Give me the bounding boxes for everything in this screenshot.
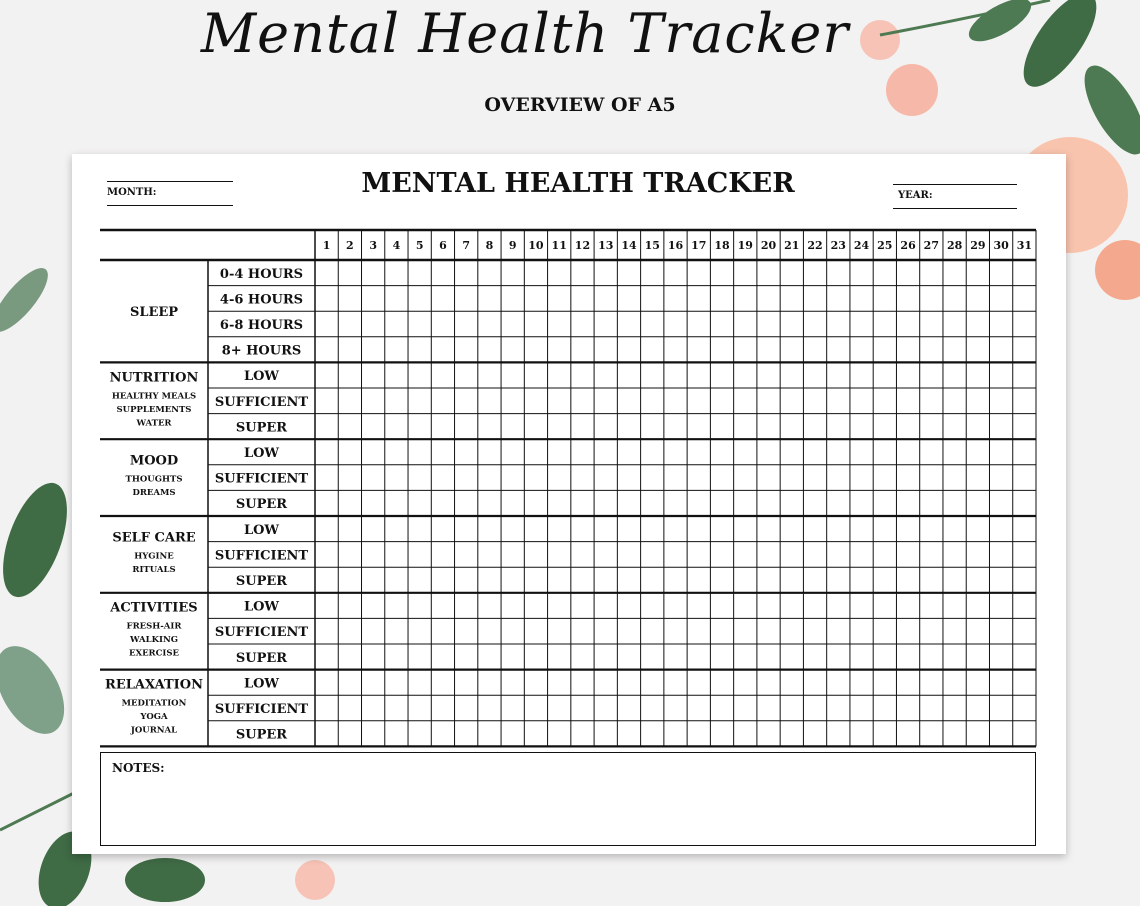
day-number: 11	[551, 239, 567, 252]
day-number: 29	[970, 239, 986, 252]
row-label: LOW	[243, 599, 280, 615]
row-label: LOW	[243, 369, 280, 385]
row-label: 8+ HOURS	[221, 343, 302, 359]
section-subitem: WATER	[136, 418, 172, 429]
day-number: 2	[346, 239, 354, 252]
day-number: 14	[621, 239, 637, 252]
row-label: SUFFICIENT	[214, 471, 309, 487]
day-number: 24	[853, 239, 870, 252]
year-label: YEAR:	[898, 190, 933, 201]
row-label: SUPER	[235, 420, 288, 436]
section-title: SLEEP	[129, 305, 179, 321]
row-label: SUPER	[235, 497, 288, 513]
day-number: 27	[923, 239, 939, 252]
section-subitem: WALKING	[130, 635, 178, 646]
section-title: SELF CARE	[112, 530, 196, 546]
day-number: 25	[877, 239, 893, 252]
section-subitem: HEALTHY MEALS	[111, 391, 197, 402]
subtitle: OVERVIEW OF A5	[484, 94, 676, 116]
row-label: SUFFICIENT	[214, 625, 309, 641]
tracker-sheet	[72, 154, 1066, 854]
tracker-grid	[72, 154, 1066, 754]
day-number: 22	[807, 239, 823, 252]
row-label: 6-8 HOURS	[219, 318, 304, 333]
day-number: 23	[830, 239, 846, 252]
section-subitem: HYGINE	[134, 551, 174, 562]
day-number: 3	[369, 239, 377, 252]
row-label: SUPER	[235, 574, 288, 589]
day-number: 8	[485, 239, 494, 252]
row-label: LOW	[243, 446, 280, 461]
day-number: 5	[415, 239, 424, 252]
section-subitem: DREAMS	[132, 488, 176, 499]
row-label: SUPER	[235, 727, 288, 743]
day-number: 6	[439, 239, 447, 252]
day-number: 21	[784, 239, 800, 252]
day-number: 9	[508, 239, 517, 252]
section-subitem: SUPPLEMENTS	[116, 404, 192, 415]
day-number: 28	[946, 239, 963, 252]
day-number: 12	[574, 239, 591, 252]
day-number: 13	[598, 239, 614, 252]
day-number: 30	[993, 239, 1009, 252]
section-subitem: THOUGHTS	[125, 474, 183, 485]
section-title: ACTIVITIES	[110, 600, 198, 616]
section-title: NUTRITION	[109, 370, 199, 386]
section-subitem: YOGA	[140, 712, 168, 722]
row-label: SUFFICIENT	[214, 394, 309, 410]
row-label: 4-6 HOURS	[219, 292, 304, 308]
day-number: 1	[322, 239, 331, 252]
day-number: 19	[737, 239, 753, 252]
section-subitem: MEDITATION	[121, 698, 187, 709]
section-subitem: FRESH-AIR	[126, 621, 182, 632]
notes-label: NOTES:	[112, 761, 165, 775]
day-number: 7	[462, 239, 471, 252]
section-title: MOOD	[129, 453, 179, 469]
day-number: 18	[714, 239, 730, 252]
day-number: 26	[900, 239, 916, 252]
notes-box[interactable]	[100, 752, 1036, 846]
script-title: Mental Health Tracker	[200, 2, 850, 65]
row-label: 0-4 HOURS	[219, 266, 304, 282]
section-title: RELAXATION	[105, 677, 203, 693]
day-number: 15	[644, 239, 660, 252]
row-label: SUFFICIENT	[214, 548, 309, 564]
row-label: LOW	[243, 522, 280, 538]
month-label: MONTH:	[107, 187, 157, 198]
day-number: 10	[528, 239, 544, 252]
section-subitem: RITUALS	[132, 564, 176, 575]
day-number: 20	[760, 239, 777, 252]
day-number: 16	[667, 239, 684, 252]
day-number: 17	[691, 239, 707, 252]
row-label: LOW	[243, 676, 280, 692]
row-label: SUFFICIENT	[214, 702, 309, 717]
day-number: 31	[1016, 239, 1033, 252]
section-subitem: EXERCISE	[129, 648, 179, 659]
section-subitem: JOURNAL	[130, 725, 178, 736]
sheet-title: MENTAL HEALTH TRACKER	[361, 168, 795, 199]
row-label: SUPER	[235, 650, 288, 666]
day-number: 4	[392, 239, 401, 252]
